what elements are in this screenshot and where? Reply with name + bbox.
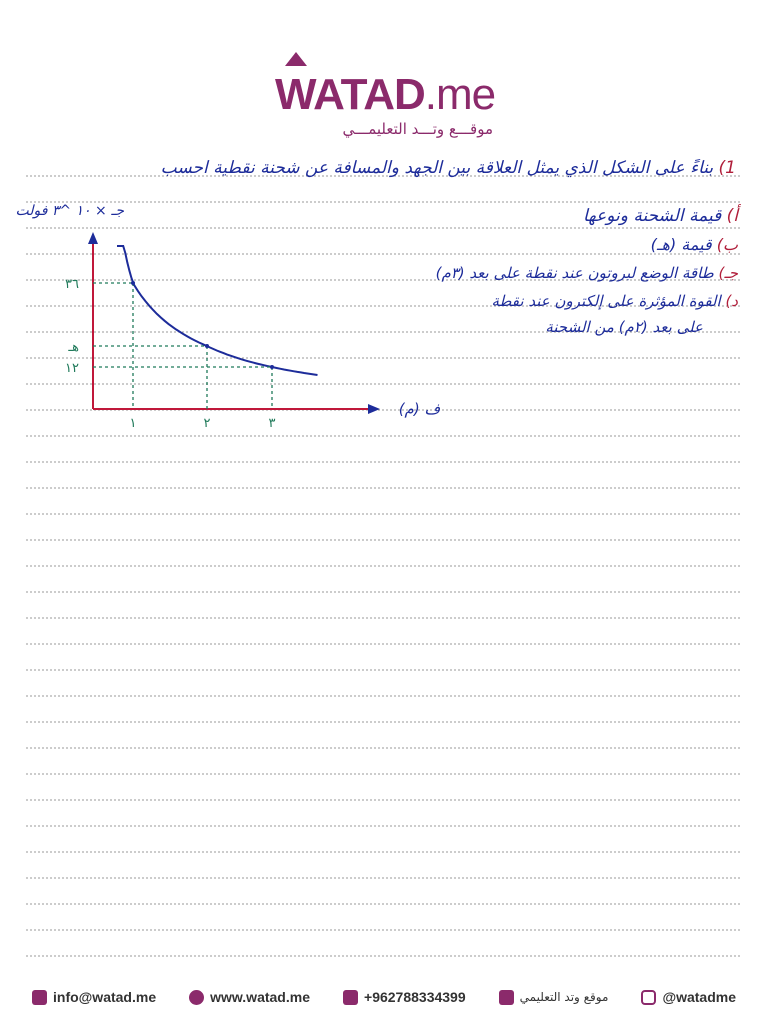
footer-instagram[interactable]: @watadme: [641, 989, 736, 1005]
data-point: [270, 365, 274, 369]
part-a: أ) قيمة الشحنة ونوعها: [583, 206, 738, 226]
y-tick-label: ٣٦: [65, 277, 79, 292]
envelope-icon: [32, 990, 47, 1005]
globe-icon: [189, 990, 204, 1005]
footer-facebook[interactable]: موقع وتد التعليمي: [499, 990, 609, 1005]
question-number: 1: [725, 158, 736, 178]
x-axis-label: ف (م): [398, 400, 440, 418]
y-axis-label: جـ × ١٠ ^٣ فولت: [15, 203, 124, 219]
footer-email[interactable]: info@watad.me: [32, 989, 156, 1005]
y-axis-arrow: [88, 232, 98, 244]
part-b: ب) قيمة (هـ): [650, 235, 738, 254]
part-d-continued: على بعد (٢م) من الشحنة: [545, 318, 703, 336]
data-point: [131, 281, 135, 285]
voltage-curve: [117, 246, 318, 375]
y-tick-label: ١٢: [65, 361, 79, 376]
facebook-icon: [499, 990, 514, 1005]
data-point: [205, 344, 209, 348]
x-axis-arrow: [368, 404, 380, 414]
x-tick-label: ٢: [203, 416, 211, 431]
question-intro: 1) بناءً على الشكل الذي يمثل العلاقة بين الجهد والمسافة عن شحنة نقطية احسب: [160, 158, 736, 178]
y-tick-label: هـ: [68, 340, 79, 355]
phone-icon: [343, 990, 358, 1005]
footer-phone[interactable]: +962788334399: [343, 989, 466, 1005]
logo-wordmark: WATAD.me: [275, 70, 496, 119]
part-d: د) القوة المؤثرة على إلكترون عند نقطة: [491, 292, 738, 310]
x-tick-label: ٣: [268, 416, 276, 431]
footer-website[interactable]: www.watad.me: [189, 989, 310, 1005]
x-tick-label: ١: [129, 416, 137, 431]
part-c: جـ) طاقة الوضع لبروتون عند نقطة على بعد (٣م): [435, 264, 738, 282]
footer: [0, 982, 768, 1012]
instagram-icon: [641, 990, 656, 1005]
logo-tagline: موقـــع وتـــد التعليمـــي: [342, 120, 493, 138]
